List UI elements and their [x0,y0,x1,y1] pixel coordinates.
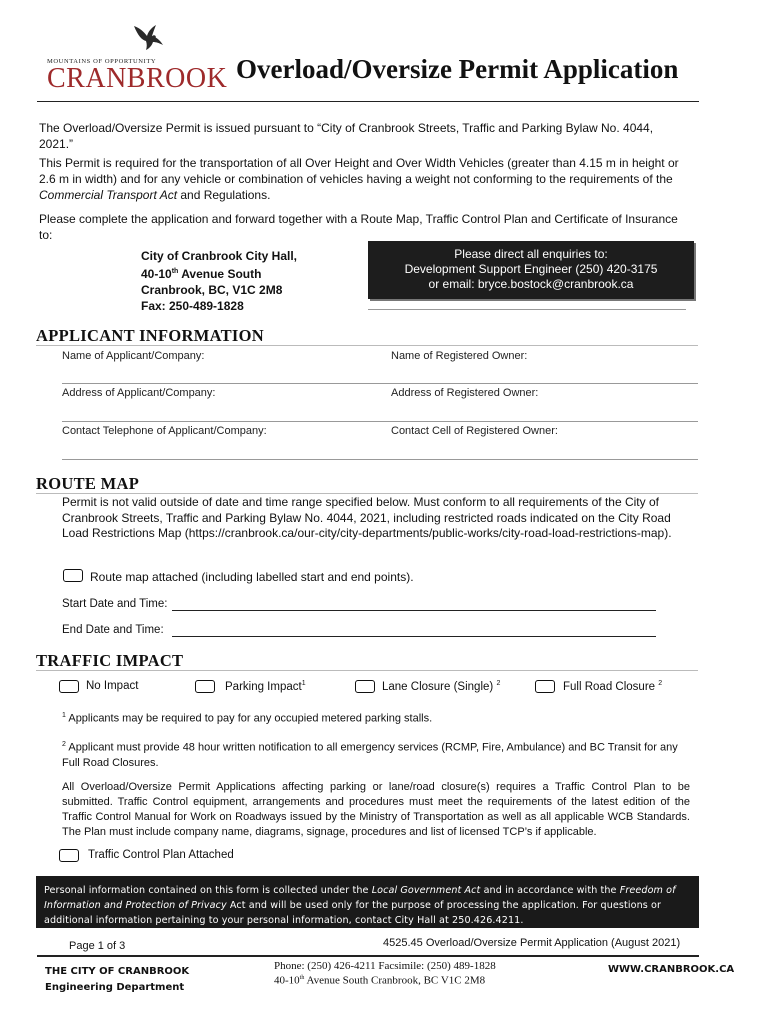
footer-contact: Phone: (250) 426-4211 Facsimile: (250) 489-1828 40-10th Avenue South Cranbrook, BC V1C 2M8 [274,960,496,987]
full-road-closure-label: Full Road Closure $^2$ [563,680,663,693]
city-hall-address: City of Cranbrook City Hall, 40-10th Avenue South Cranbrook, BC, V1C 2M8 Fax: 250-489-1828 [141,249,298,313]
section-divider [36,670,698,671]
privacy-notice: Personal information contained on this form is collected under the Local Government Act and in accordance with the Freedom of Information and Protection of Privacy Act and will be used only for the purpose of processing the application. For questions or additional information pertaining to your personal information, contact City Hall at 250.426.4211. [36,876,699,928]
section-divider [36,345,698,346]
title-divider [37,101,699,102]
traffic-control-plan-label: Traffic Control Plan Attached [88,849,234,861]
end-date-label: End Date and Time: [62,624,164,636]
field-label-applicant-phone: Contact Telephone of Applicant/Company: [62,425,267,437]
field-label-applicant-name: Name of Applicant/Company: [62,350,205,362]
route-map-checkbox-label: Route map attached (including labelled start and end points). [90,570,414,584]
act-name: Commercial Transport Act [39,188,178,202]
footnote-1: $^1$ Applicants may be required to pay for any occupied metered parking stalls. [62,712,433,725]
footer-website-link[interactable]: WWW.CRANBROOK.CA [608,964,735,975]
form-identifier: 4525.45 Overload/Oversize Permit Application (August 2021) [383,937,681,949]
footer-organization: THE CITY OF CRANBROOK Engineering Department [45,966,190,993]
enquiries-divider [368,309,686,310]
start-date-label: Start Date and Time: [62,598,168,610]
footnote-2: $^2$ Applicant must provide 48 hour written notification to all emergency services (RCMP, Fire, Ambulance) and BC Transit for any Full Road Closures. [62,741,678,769]
start-date-field[interactable] [172,610,656,611]
no-impact-label: No Impact [86,680,139,692]
full-road-closure-checkbox[interactable] [535,680,555,693]
field-label-applicant-address: Address of Applicant/Company: [62,387,216,399]
logo-name: CRANBROOK [47,63,228,94]
applicant-name-field[interactable] [62,383,698,384]
traffic-control-plan-checkbox[interactable] [59,849,79,862]
section-heading-route: ROUTE MAP [36,474,140,493]
intro-paragraph-3: Please complete the application and forward together with a Route Map, Traffic Control Plan and Certificate of Insurance to: [39,212,678,242]
enquiries-box: Please direct all enquiries to: Development Support Engineer (250) 420-3175 or email: bryce.bostock@cranbrook.ca [368,241,694,299]
footer-divider [37,955,699,957]
field-label-owner-name: Name of Registered Owner: [391,350,528,362]
bird-icon [132,22,166,52]
page-number: Page 1 of 3 [69,940,126,952]
lane-closure-checkbox[interactable] [355,680,375,693]
logo-tagline: MOUNTAINS OF OPPORTUNITY [47,58,157,65]
traffic-control-note: All Overload/Oversize Permit Applications affecting parking or lane/road closure(s) requires a Traffic Control Plan to be submitted. Traffic Control equipment, arrangements and procedures must meet the requirements of the latest edition of the Traffic Control Manual for Work on Roadways issued by the Ministry of Transportation as well as all applicable WCB Standards. The Plan must include company name, diagrams, signage, procedures and list of licensed TCP’s if applicable. [62,781,690,838]
field-label-owner-address: Address of Registered Owner: [391,387,539,399]
page-title: Overload/Oversize Permit Application [236,54,679,84]
section-divider [36,493,698,494]
section-heading-applicant: APPLICANT INFORMATION [36,326,264,345]
intro-paragraph-2: This Permit is required for the transportation of all Over Height and Over Width Vehicles (greater than 4.15 m in height or 2.6 m in width) and for any vehicle or combination of vehicles having a weight not conforming to the requirements of the Commercial Transport Act and Regulations. [39,156,679,202]
no-impact-checkbox[interactable] [59,680,79,693]
field-label-owner-cell: Contact Cell of Registered Owner: [391,425,558,437]
applicant-address-field[interactable] [62,421,698,422]
parking-impact-label: Parking Impact$^1$ [225,680,306,693]
intro-paragraph-1: The Overload/Oversize Permit is issued pursuant to “City of Cranbrook Streets, Traffic and Parking Bylaw No. 4044, 2021.” [39,121,654,151]
parking-impact-checkbox[interactable] [195,680,215,693]
applicant-phone-field[interactable] [62,459,698,460]
section-heading-traffic: TRAFFIC IMPACT [36,651,184,670]
end-date-field[interactable] [172,636,656,637]
enquiries-email: or email: bryce.bostock@cranbrook.ca [428,277,634,291]
route-description: Permit is not valid outside of date and time range specified below. Must conform to all requirements of the City of Cranbrook Streets, Traffic and Parking Bylaw No. 4044, 2021, including restricted roads indicated on the City Road Load Restrictions Map (https://cranbrook.ca/our-city/city-departments/public-works/city-road-load-restrictions-map). [62,495,672,540]
lane-closure-label: Lane Closure (Single) $^2$ [382,680,501,693]
route-map-checkbox[interactable] [63,569,83,582]
